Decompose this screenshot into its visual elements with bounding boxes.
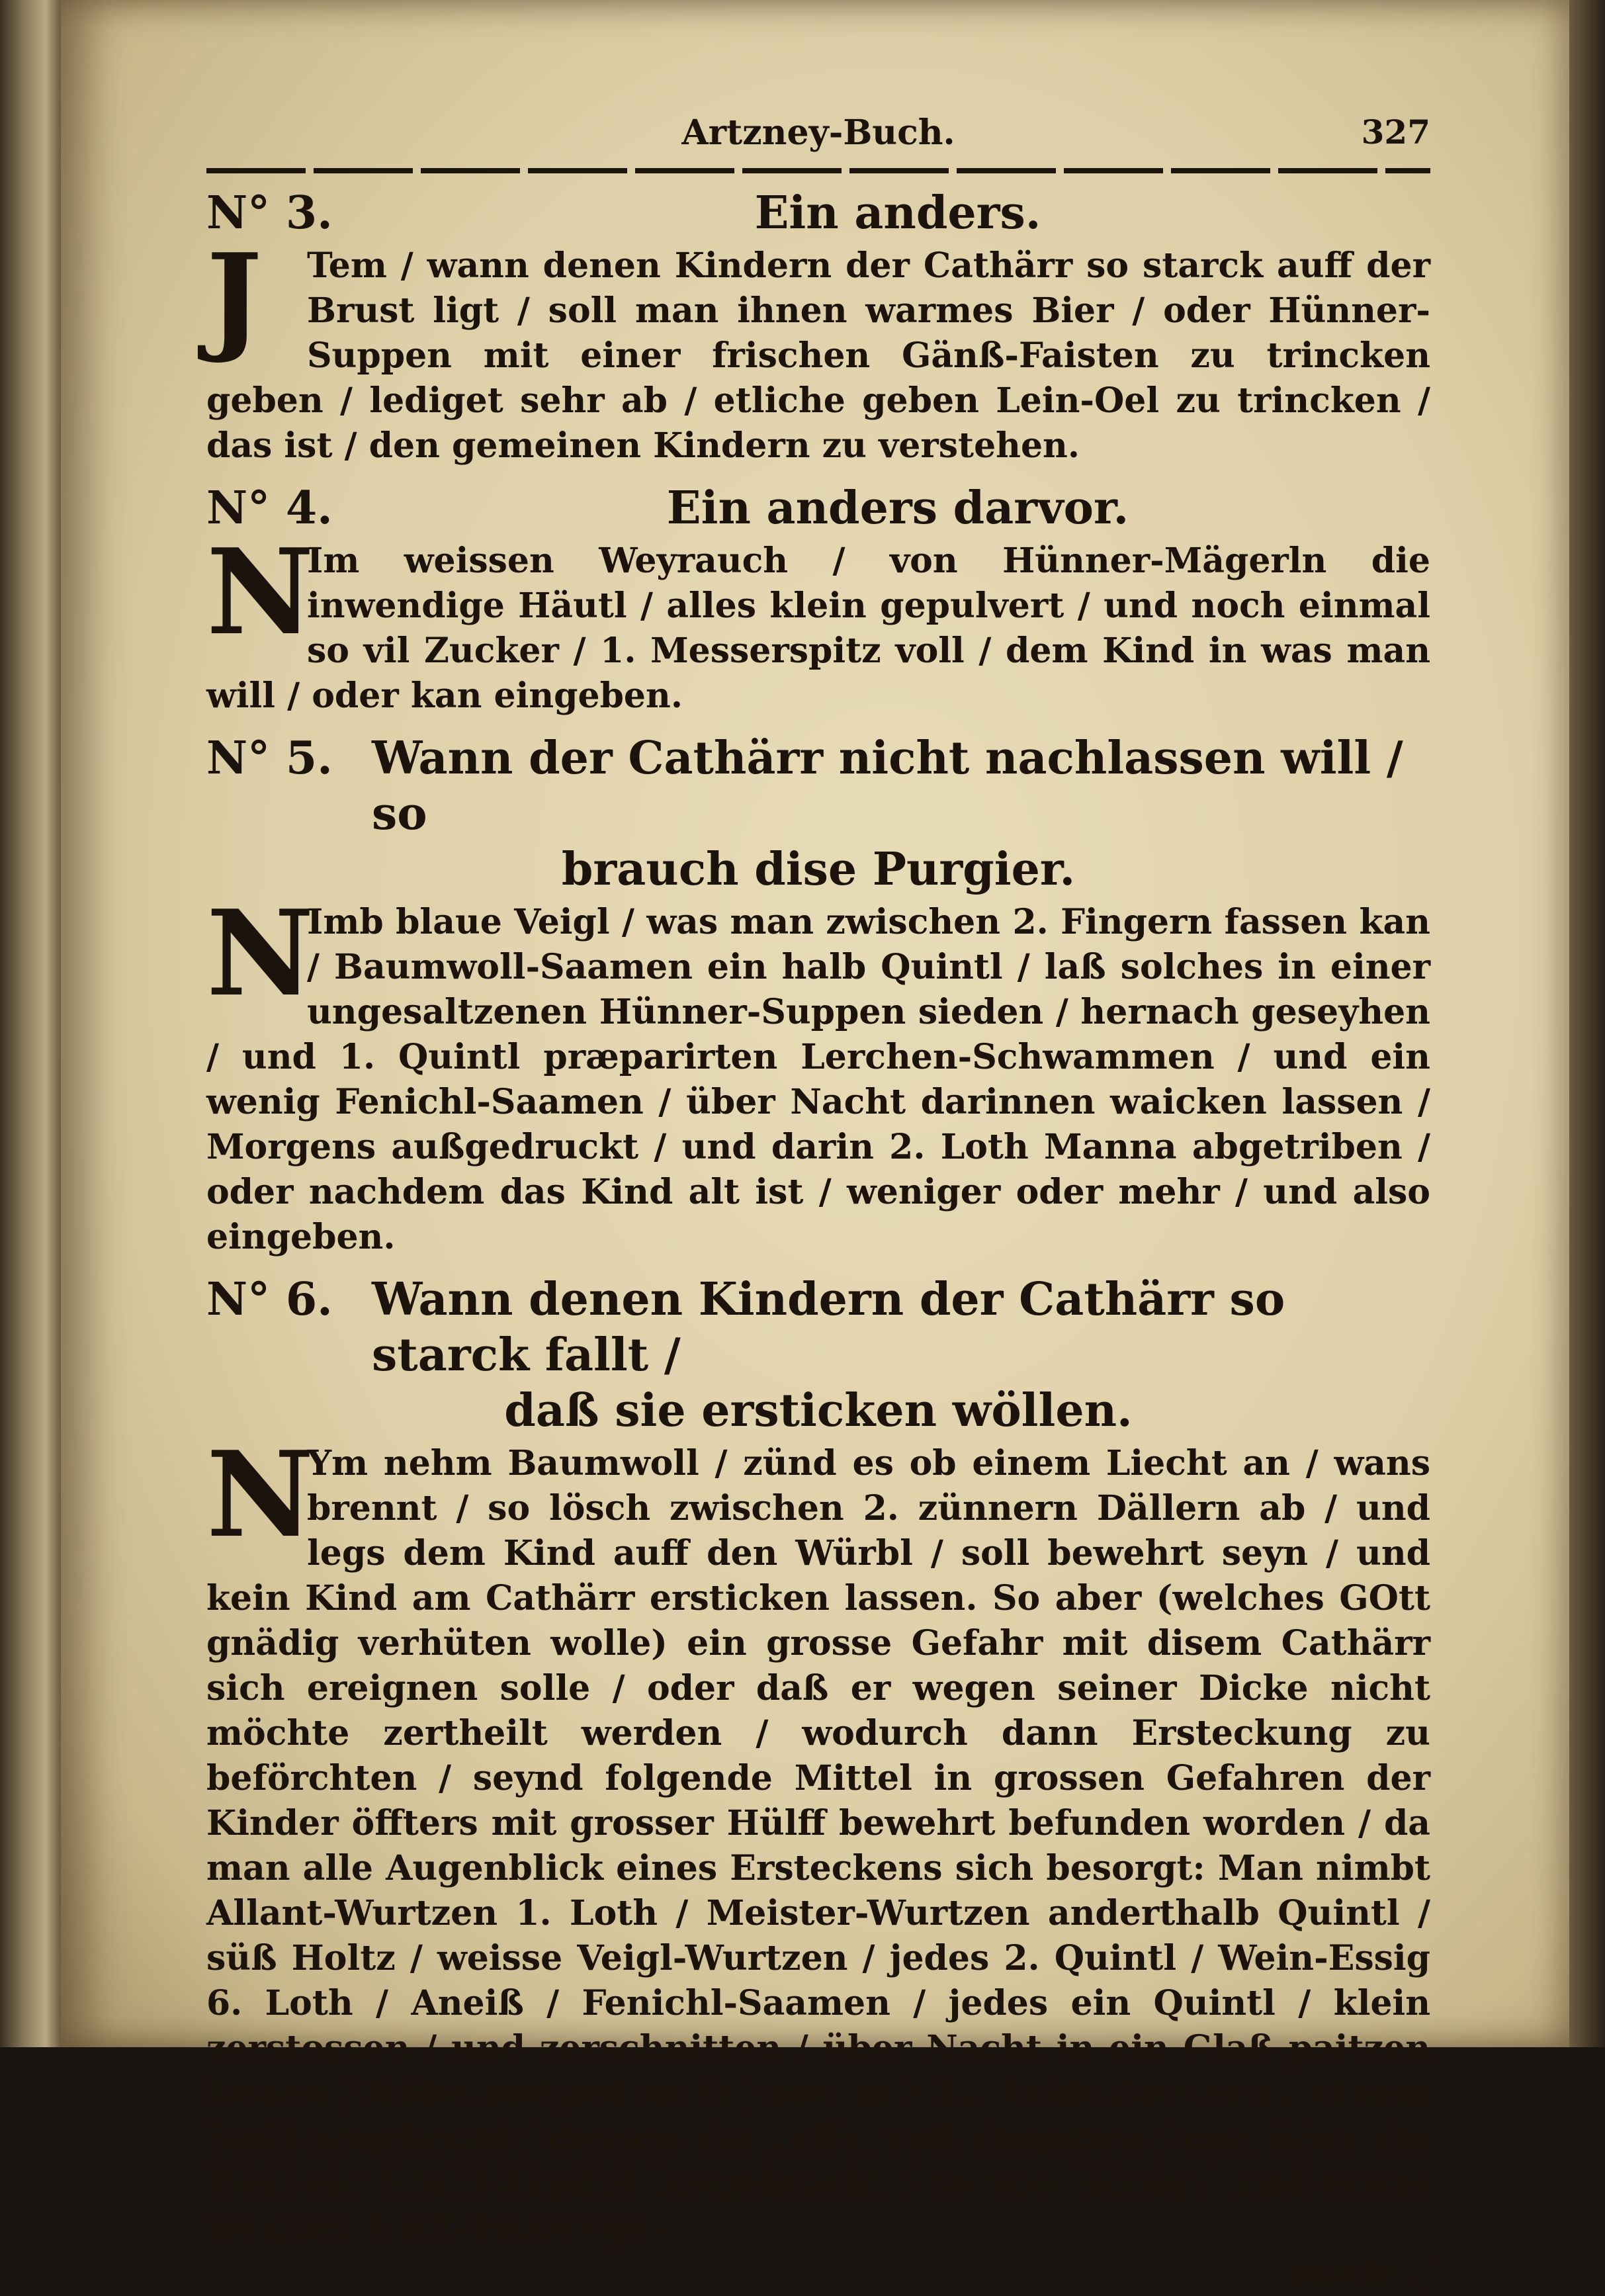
page: [61, 0, 1569, 2293]
drop-initial: N: [206, 523, 314, 661]
section-heading-4: [206, 480, 1430, 536]
section-number: N° 6.: [206, 1273, 333, 1326]
section-title: Wann der Cathärr nicht nachlassen will / so: [372, 732, 1403, 840]
section-title: Wann denen Kindern der Cathärr so starck fallt /: [372, 1273, 1285, 1382]
section-title: Ein anders.: [754, 187, 1041, 240]
section-number: N° 3.: [206, 187, 333, 240]
catchword-continuation: macht /: [1285, 2253, 1430, 2293]
drop-initial: J: [206, 228, 263, 366]
section-number: N° 4.: [206, 482, 333, 535]
drop-initial: N: [206, 1425, 314, 1564]
section-text-6: [206, 1425, 1430, 2251]
drop-initial: N: [206, 884, 314, 1022]
section-title-continued: brauch dise Purgier.: [561, 843, 1076, 896]
paragraph-text: Imb blaue Veigl / was man zwischen 2. Fingern fassen kan / Baumwoll-Saamen ein halb Quintl / laß solches in einer ungesaltzenen Hünner-Suppen sieden / hernach geseyhen / und 1. Quintl præparirten Lerchen-Schwammen / und ein wenig Fenichl-Saamen / über Nacht darinnen waicken lassen / Morgens außgedruckt / und darin 2. Loth Manna abgetriben / oder nachdem das Kind alt ist / weniger oder mehr / und also eingeben.: [206, 902, 1430, 1257]
paragraph-text: Im weissen Weyrauch / von Hünner-Mägerln die inwendige Häutl / alles klein gepulvert / und noch einmal so vil Zucker / 1. Messerspitz voll / dem Kind in was man will / oder kan eingeben.: [206, 541, 1430, 716]
header-rule: [206, 168, 1430, 173]
right-page-edge: [1569, 0, 1605, 2047]
section-heading-5: [206, 730, 1430, 897]
section-title-continued: daß sie ersticken wöllen.: [504, 1384, 1133, 1437]
section-title: Ein anders darvor.: [666, 482, 1129, 535]
section-text-4: [206, 523, 1430, 719]
previous-page-edge: [0, 0, 61, 2047]
section-heading-6: [206, 1272, 1430, 1438]
running-title: Artzney-Buch.: [681, 112, 955, 153]
paragraph-text: Ym nehm Baumwoll / zünd es ob einem Liecht an / wans brennt / so lösch zwischen 2. zünnern Dällern ab / und legs dem Kind auff den Würbl / soll bewehrt seyn / und kein Kind am Cathärr ersticken lassen. So aber (welches GOtt gnädig verhüten wolle) ein grosse Gefahr mit disem Cathärr sich ereignen solle / oder daß er wegen seiner Dicke nicht möchte zertheilt werden / wodurch dann Ersteckung zu beförchten / seynd folgende Mittel in grossen Gefahren der Kinder öffters mit grosser Hülff bewehrt befunden worden / da man alle Augenblick eines Ersteckens sich besorgt: Man nimbt Allant-Wurtzen 1. Loth / Meister-Wurtzen anderthalb Quintl / süß Holtz / weisse Veigl-Wurtzen / jedes 2. Quintl / Wein-Essig 6. Loth / Aneiß / Fenichl-Saamen / jedes ein Quintl / klein zerstossen / und zerschnitten / über Nacht in ein Glaß paitzen lassen / frühe außgedruckt / und mit 12. Loth Zucker zu einem Safft abgekocht / dessen ein Leffel voll eingeben / und über ein Weil ein Stuhl-Zäpffel beygebracht / so von Hönig / und etwas weisses Nieß-Pulver ge-: [206, 1443, 1430, 2248]
section-text-3: [206, 228, 1430, 468]
section-heading-3: [206, 185, 1430, 241]
section-number: N° 5.: [206, 732, 333, 785]
section-text-5: [206, 884, 1430, 1260]
page-content: [206, 112, 1430, 2296]
page-number: 327: [1361, 112, 1430, 152]
paragraph-text: Tem / wann denen Kindern der Cathärr so starck auff der Brust ligt / soll man ihnen warmes Bier / oder Hünner-Suppen mit einer frischen Gänß-Faisten zu trincken geben / lediget sehr ab / etliche geben Lein-Oel zu trincken / das ist / den gemeinen Kindern zu verstehen.: [206, 245, 1430, 466]
running-head: [206, 112, 1430, 164]
